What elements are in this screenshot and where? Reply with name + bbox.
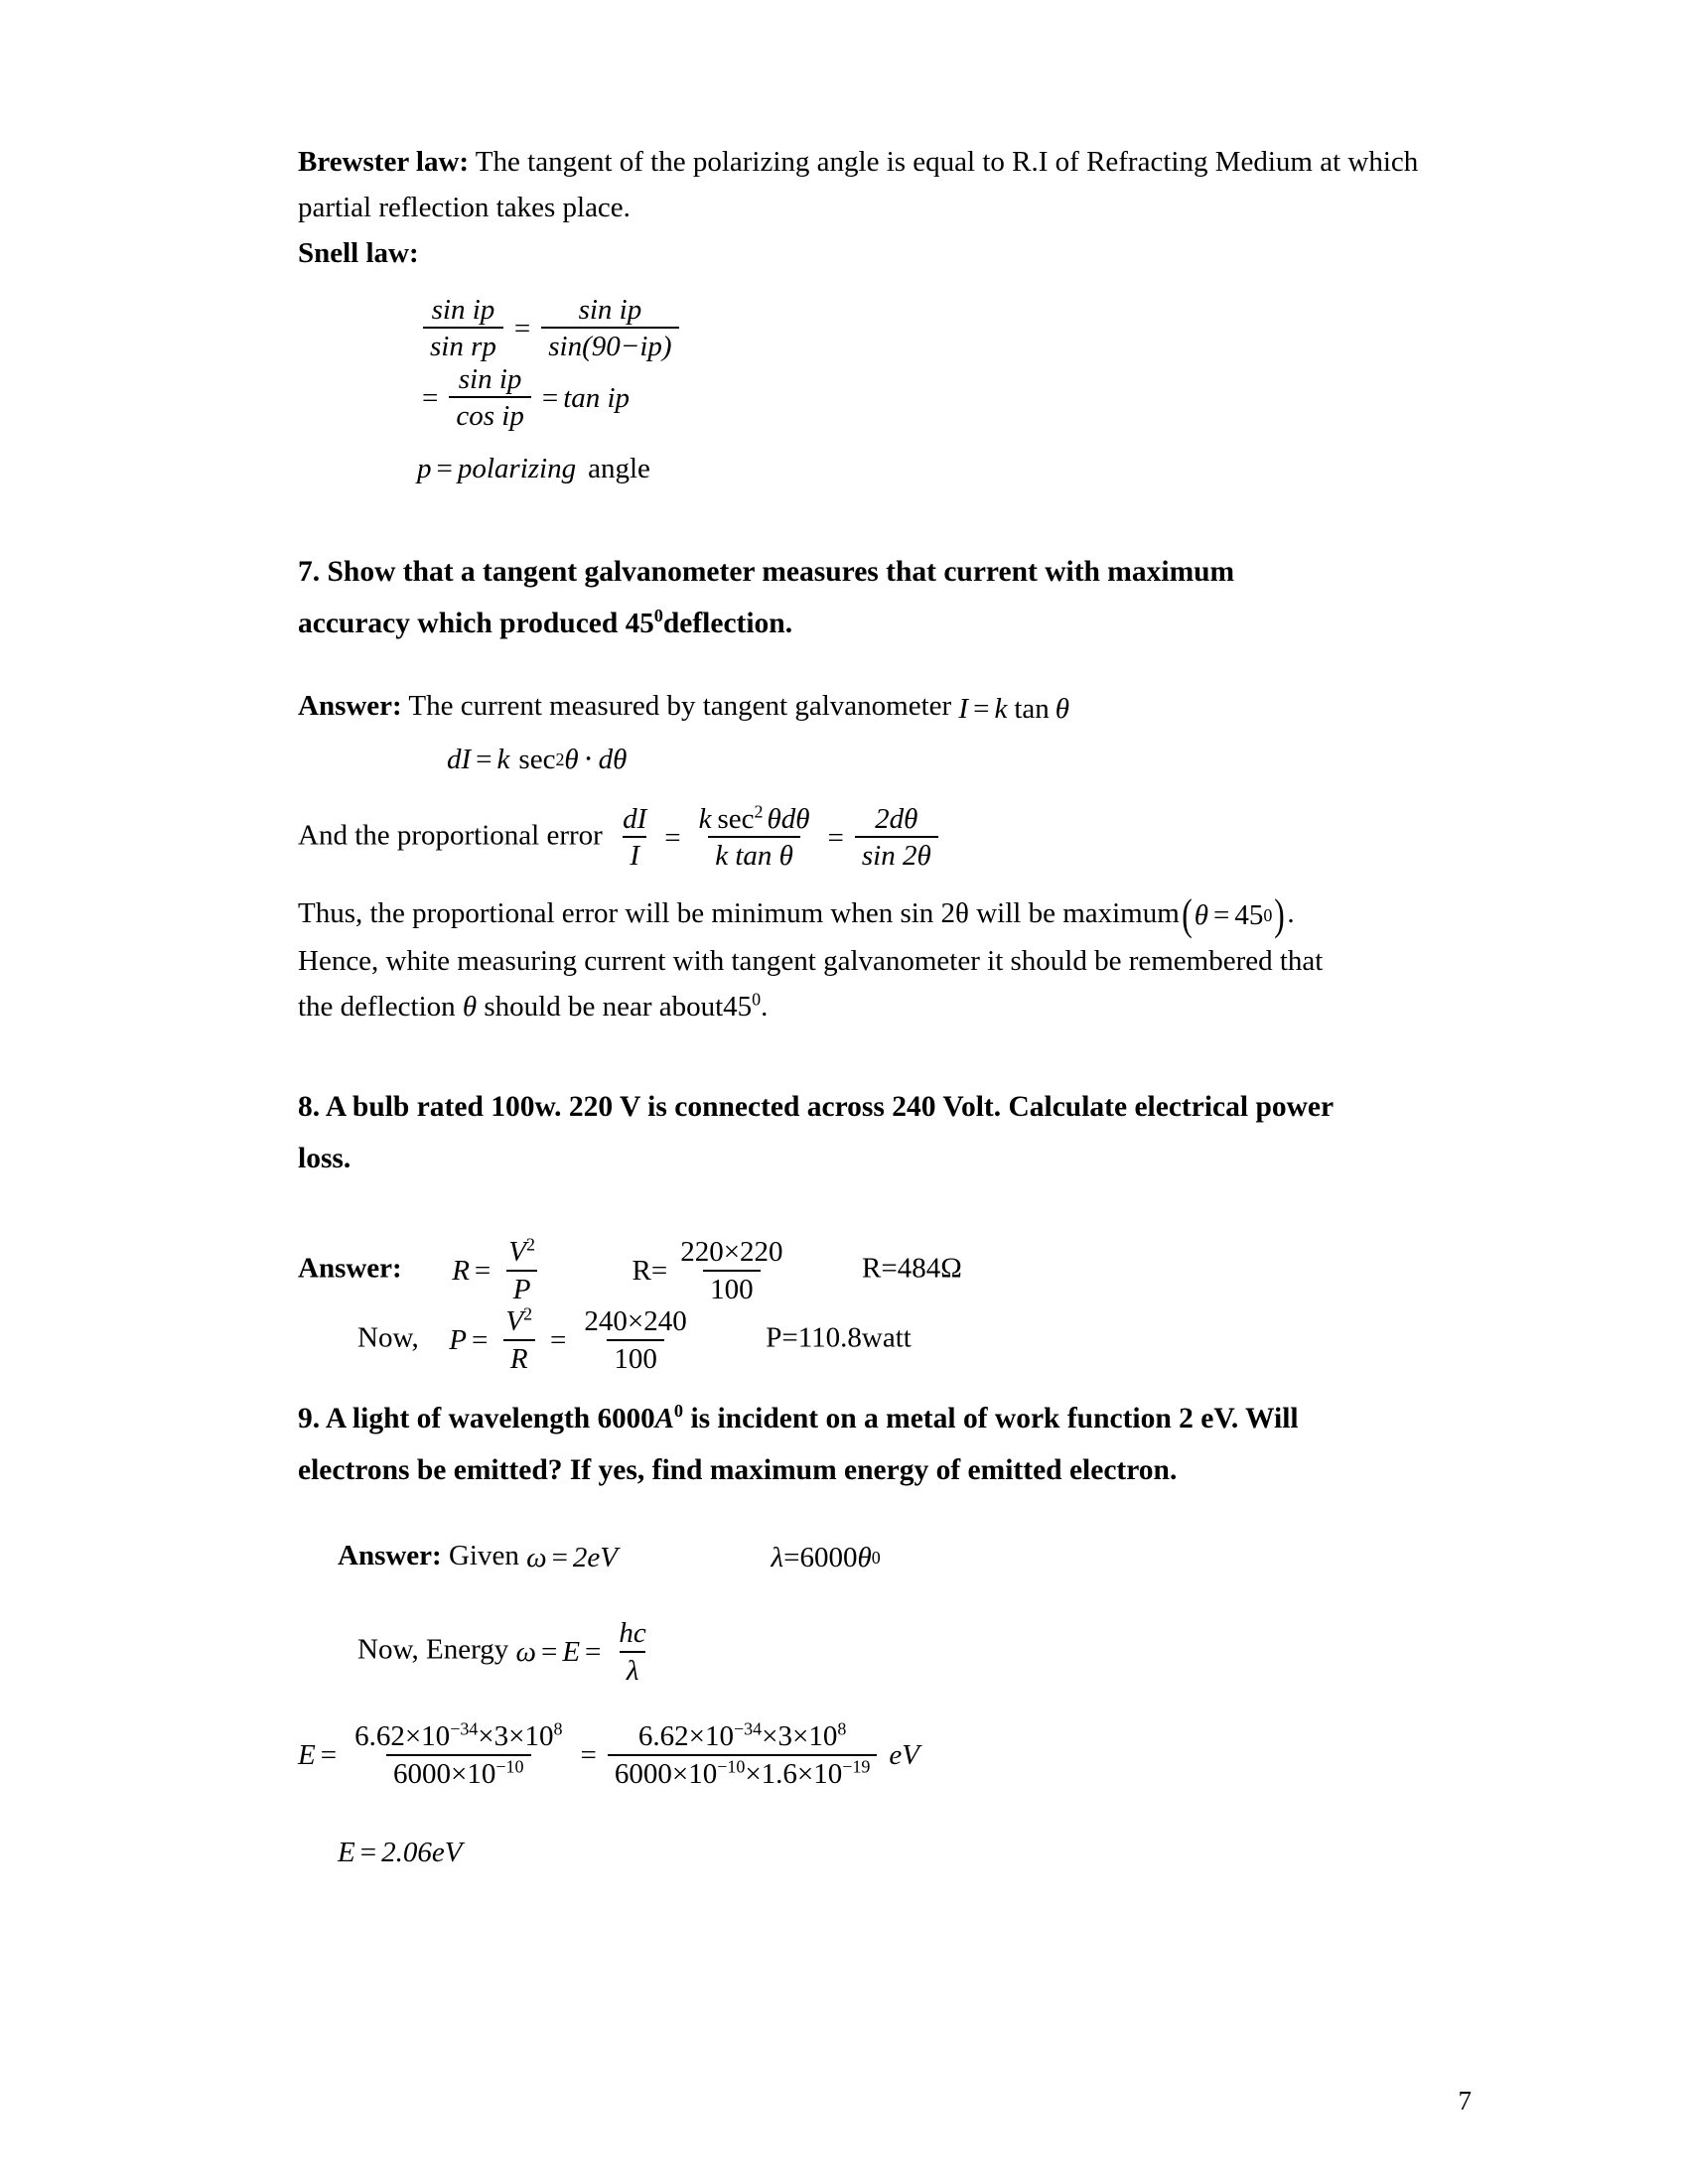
right-paren: ) [1274,889,1286,940]
denominator-part-a: 6000×10 [393,1757,496,1790]
exponent-minus-10: −10 [717,1756,746,1777]
answer-label: Answer: [298,1252,402,1285]
fraction-numerator: dI [623,802,647,835]
resistance-computation [632,1236,795,1305]
fraction-denominator [386,1754,530,1790]
question-9-heading-line-1 [298,1393,1460,1444]
tan-ip-expression: tan ip [563,381,631,414]
fraction-denominator: cos ip [449,396,530,432]
spacer [298,873,1460,890]
exponent-minus-34: −34 [734,1718,763,1739]
exponent-8: 8 [837,1718,847,1739]
question-7-heading-line-2 [298,598,1460,649]
fraction-numerator [348,1720,569,1753]
theta-symbol: θ [1055,692,1070,725]
heading-text-a: 9. A light of wavelength [298,1403,598,1435]
polarizing-word: polarizing [457,453,577,485]
spacer [298,1687,1460,1720]
question-8-answer-line-2 [298,1305,1460,1375]
resistance-result: R=484Ω [862,1252,962,1285]
fraction-hc-over-lambda [612,1617,652,1687]
spacer [298,1583,1460,1617]
power-result: P=110.8watt [766,1321,912,1354]
hence-statement-line-2 [298,984,1460,1029]
sin-2theta-value: sin 2θ [900,896,969,929]
fraction-numerator: sin ip [578,294,642,326]
exponent-minus-34: −34 [450,1718,479,1739]
equals-sign-1: = [664,821,681,854]
snell-equation-line-3 [298,433,1460,494]
k-symbol: k [994,692,1008,725]
equals-sign: = [551,1542,568,1574]
numerator-part-b: ×3×10 [478,1720,554,1753]
question-9-given-line [298,1530,1460,1583]
eV-unit: eV [889,1739,919,1772]
question-9-result [298,1824,1460,1877]
fraction-240x240-over-100 [577,1305,693,1375]
sec-function: sec [518,743,556,775]
result-value: 2.06eV [381,1836,463,1868]
E-symbol: E [338,1836,355,1868]
V-symbol: V [508,1236,526,1269]
fraction-denominator: I [623,836,646,872]
proportional-error-line [298,803,1460,873]
work-function-value: 2eV [572,1542,619,1574]
fraction-denominator: P [506,1270,538,1305]
hence-period: . [761,991,769,1024]
fraction-numerator: hc [619,1617,646,1650]
theta-symbol: θ [1194,899,1209,932]
question-9-heading-line-2: electrons be emitted? If yes, find maximum energy of emitted electron. [298,1454,1178,1487]
answer-label: Answer: [298,690,402,723]
theta-45-condition: ( θ = 45 0 ) [1182,889,1286,940]
equals-sign-right: = [541,381,559,414]
p-symbol: p [417,453,432,485]
hence-text-b: should be near about [477,991,724,1024]
fraction-dI-over-I [616,803,653,873]
equals-sign-2: = [585,1636,602,1669]
k-symbol: k [698,802,712,835]
wavelength-value: 6000 [597,1403,655,1435]
sin-2theta-expression [900,897,968,929]
angstrom-symbol: A [654,1403,674,1435]
fraction-numerator: 240×240 [584,1305,687,1338]
fraction-energy-joules [348,1720,569,1790]
I-symbol: I [958,692,969,725]
fraction-sin-ip-over-sin-rp [423,294,503,363]
denominator-part-a: 6000×10 [614,1757,718,1790]
brewster-law-label: Brewster law: [298,146,470,178]
equals-sign-1: = [471,1324,489,1357]
equals-sign: = [783,1542,800,1574]
equals-sign: = [474,1255,492,1288]
fraction-denominator [608,1754,878,1790]
thus-text-b: will be maximum [968,896,1180,929]
brewster-law-paragraph [298,139,1460,230]
question-8-heading-line-1: 8. A bulb rated 100w. 220 V is connected across 240 Volt. Calculate electrical power [298,1091,1335,1124]
equals-sign-2: = [580,1739,597,1772]
k-symbol: k [496,743,510,775]
numerator-part-a: 6.62×10 [637,1720,735,1753]
fraction-denominator: k tan θ [708,836,800,872]
theta-dtheta: θdθ [767,802,810,835]
resistance-formula [452,1236,548,1305]
fraction-V2-over-R [498,1305,539,1375]
proportional-error-text: And the proportional error [298,819,611,852]
power-computation [449,1305,700,1375]
theta-symbol: θ [564,743,579,775]
fraction-k-sec2-theta-dtheta-over-k-tan-theta [692,803,817,873]
equals-sign: = [1213,899,1230,932]
fraction-numerator: sin ip [458,362,522,395]
heading-text-b: deflection. [662,608,793,640]
E-symbol: E [562,1636,581,1669]
spacer [298,1496,1460,1530]
R-symbol: R [452,1255,470,1288]
d-theta-symbol: dθ [598,743,628,775]
question-8-answer-line-1 [298,1236,1460,1305]
theta-symbol: θ [462,991,478,1024]
sec-function: sec [717,802,755,835]
heading-text-b: is incident on a metal of work function 2 eV. Will [683,1403,1299,1435]
tan-function: tan [1014,692,1050,725]
lambda-equation: λ = 6000 θ 0 [772,1532,881,1583]
spacer [298,1375,1460,1393]
fraction-denominator: sin rp [423,327,503,362]
P-symbol: P [449,1324,467,1357]
fraction-numerator [632,1720,853,1753]
dI-equation: dI = k sec 2 θ ⋅ dθ [298,732,1460,785]
left-paren: ( [1182,889,1193,940]
fraction-denominator: λ [620,1651,646,1687]
E-symbol: E [298,1739,316,1772]
hence-text-a: the deflection [298,991,463,1024]
exponent-minus-19: −19 [842,1756,871,1777]
spacer [298,1184,1460,1236]
snell-equation-line-1 [298,294,1460,363]
question-8-heading-line-2: loss. [298,1143,352,1175]
fraction-denominator: sin(90−ip) [541,327,678,362]
question-7-answer-line [298,683,1460,731]
spacer [298,785,1460,803]
thus-text-a: Thus, the proportional error will be minimum when [298,896,901,929]
equals-sign-1: = [320,1739,338,1772]
fraction-denominator: 100 [703,1270,761,1305]
fraction-numerator [501,1236,542,1269]
spacer [298,1029,1460,1081]
equals-sign-left: = [422,381,439,414]
V-symbol: V [505,1305,524,1338]
fraction-energy-eV [608,1720,878,1790]
fraction-sin-ip-over-cos-ip [449,363,530,433]
equals-sign: = [513,312,531,344]
fraction-numerator [692,803,817,836]
fraction-numerator: 220×220 [680,1236,783,1269]
value-45: 45 [1234,899,1264,932]
equals-sign: = [436,453,453,485]
equals-sign: = [476,743,492,775]
fraction-V2-over-P [501,1236,542,1305]
fraction-denominator: R [503,1339,535,1375]
dI-symbol: dI [447,743,472,775]
heading-text-a: accuracy which produced [298,608,626,640]
fraction-denominator: sin 2θ [855,836,938,872]
answer-label: Answer: [338,1540,442,1572]
dot-operator: ⋅ [583,743,594,775]
fraction-numerator: sin ip [431,294,495,326]
lambda-symbol: λ [771,1542,784,1574]
sec-exponent: 2 [754,801,764,822]
snell-equation-line-2 [298,363,1460,433]
work-function-equation [526,1532,618,1583]
proportional-error-equation [610,803,944,873]
denominator-part-b: ×1.6×10 [745,1757,843,1790]
exponent-8: 8 [553,1718,563,1739]
thus-period: . [1287,896,1295,929]
fraction-denominator: 100 [607,1339,664,1375]
angle-word: angle [588,453,650,485]
fraction-numerator: 2dθ [875,802,918,835]
angle-45-value: 45 [625,608,654,640]
page-number: 7 [1458,2086,1472,2116]
question-9-final-equation [298,1720,1460,1790]
fraction-2dtheta-over-sin2theta [855,803,938,873]
theta-symbol: θ [857,1542,872,1574]
V-exponent: 2 [523,1303,533,1324]
V-exponent: 2 [526,1234,535,1255]
degree-superscript: 0 [752,989,762,1010]
now-label: Now, [357,1321,419,1354]
spacer [298,276,1460,294]
numerator-part-a: 6.62×10 [354,1720,451,1753]
equals-sign-1: = [540,1636,558,1669]
degree-superscript: 0 [673,1401,684,1422]
spacer [298,649,1460,683]
energy-label: Now, Energy [357,1634,516,1667]
degree-superscript: 0 [653,606,663,626]
R-equals-label: R= [632,1255,668,1288]
equals-sign-2: = [550,1324,567,1357]
brewster-law-text: The tangent of the polarizing angle is equal to R.I of Refracting Medium at which partial reflection takes place. [298,146,1419,223]
value-45: 45 [723,991,753,1024]
equals-sign: = [359,1836,377,1868]
current-equation [958,686,1069,732]
equals-sign: = [973,692,990,725]
answer-text: The current measured by tangent galvanometer [401,690,959,723]
omega-symbol: ω [526,1542,547,1574]
fraction-sin-ip-over-sin-90-minus-ip [541,294,678,363]
snell-law-label: Snell law: [298,237,419,269]
equals-sign-2: = [827,821,844,854]
numerator-part-b: ×3×10 [762,1720,838,1753]
question-7-heading-line-1: 7. Show that a tangent galvanometer measures that current with maximum [298,556,1235,589]
fraction-numerator [498,1305,539,1338]
given-text: Given [448,1540,527,1572]
omega-symbol: ω [515,1636,536,1669]
hence-statement-line-1: Hence, white measuring current with tangent galvanometer it should be remembered that [298,945,1324,978]
question-9-energy-line [298,1617,1460,1687]
exponent-minus-10: −10 [495,1756,524,1777]
energy-equation [515,1617,658,1687]
spacer [298,1790,1460,1824]
lambda-value: 6000 [799,1542,858,1574]
spacer [298,494,1460,546]
thus-statement [298,890,1460,938]
fraction-220x220-over-100 [673,1236,789,1305]
